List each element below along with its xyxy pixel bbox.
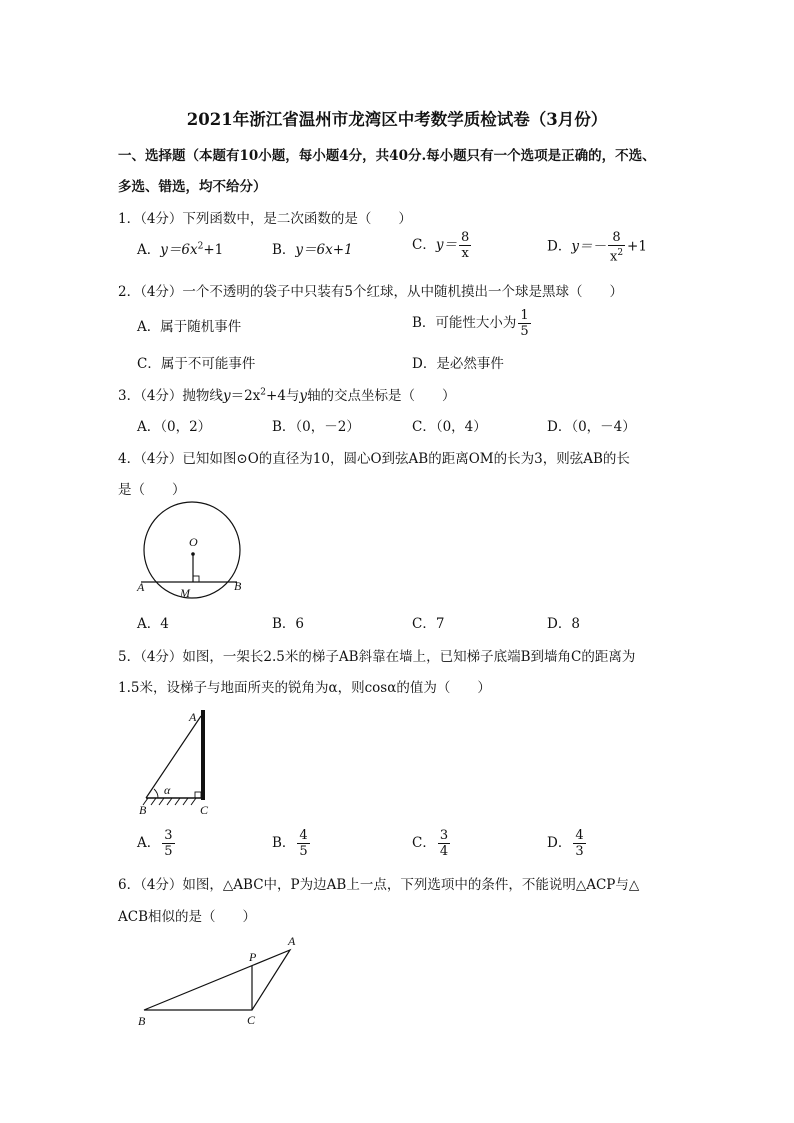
q5-option-b: B． $\frac{4}{5}$ [272, 828, 308, 859]
label-b: B [139, 803, 147, 817]
q1-option-b: B．y＝6x+1 [272, 242, 353, 258]
triangle-abc [144, 950, 290, 1010]
section-heading-line1: 一、选择题（本题有10小题，每小题4分，共40分.每小题只有一个选项是正确的，不选、 [118, 148, 656, 164]
q4-circle-figure [130, 500, 260, 604]
label-c: C [247, 1013, 256, 1027]
q1-stem: 1．（4分）下列函数中，是二次函数的是（ ） [118, 211, 412, 227]
label-o: O [189, 535, 198, 549]
q3-stem: 3．（4分）抛物线$y=2x^2+4$与y轴的交点坐标是（ ） [118, 387, 456, 404]
q3-option-c: C．（0，4） [412, 419, 487, 435]
q5-ladder-figure [134, 704, 224, 818]
q2-option-d: D．是必然事件 [412, 356, 504, 372]
ground-hatching [143, 798, 196, 805]
q4-option-d: D．8 [547, 616, 580, 632]
q1-option-c: C．y＝ $\frac{8}{x}$ [412, 230, 470, 261]
q2-option-a: A．属于随机事件 [137, 319, 242, 335]
page-title: 2021年浙江省温州市龙湾区中考数学质检试卷（3月份） [186, 110, 608, 129]
q5-option-d: D． $\frac{4}{3}$ [547, 828, 584, 859]
label-a: A [189, 710, 197, 724]
q2-option-b: B．可能性大小为 $\frac{1}{5}$ [412, 308, 529, 339]
q3-option-b: B．（0，－2） [272, 419, 360, 435]
q3-option-d: D．（0，－4） [547, 419, 636, 435]
q6-stem-line2: ACB相似的是（ ） [118, 909, 256, 925]
section-heading-line2: 多选、错选，均不给分） [118, 179, 267, 195]
q1-option-a: A．$y=6x^2+1$ [137, 241, 224, 258]
q4-stem-line1: 4．（4分）已知如图⊙O的直径为10，圆心O到弦AB的距离OM的长为3，则弦AB的长 [118, 451, 630, 467]
q5-option-c: C． $\frac{3}{4}$ [412, 828, 449, 859]
circle-o [144, 502, 240, 598]
q5-stem-line2: 1.5米，设梯子与地面所夹的锐角为α，则cosα的值为（ ） [118, 680, 491, 696]
right-angle-mark [193, 576, 199, 582]
label-b: B [234, 579, 242, 593]
q6-triangle-figure [132, 930, 307, 1030]
q3-option-a: A．（0，2） [137, 419, 212, 435]
label-p: P [249, 950, 257, 964]
q1-option-d: D．y＝－ $\frac{8}{x^2}$ +1 [547, 230, 647, 265]
center-point [191, 552, 195, 556]
label-b: B [138, 1014, 146, 1028]
label-m: M [180, 586, 190, 600]
label-c: C [200, 803, 209, 817]
wall [201, 710, 205, 800]
ladder-ab [146, 716, 201, 798]
label-a: A [137, 580, 145, 594]
label-alpha: α [164, 783, 171, 797]
angle-arc [154, 789, 158, 798]
q6-stem-line1: 6．（4分）如图，△ABC中，P为边AB上一点，下列选项中的条件，不能说明△ACP与△ [118, 877, 640, 893]
q5-stem-line1: 5．（4分）如图，一架长2.5米的梯子AB斜靠在墙上，已知梯子底端B到墙角C的距离为 [118, 649, 636, 665]
q4-option-a: A．4 [137, 616, 169, 632]
label-a: A [288, 934, 296, 948]
q4-option-c: C．7 [412, 616, 445, 632]
q4-stem-line2: 是（ ） [118, 482, 186, 498]
q4-option-b: B．6 [272, 616, 305, 632]
q2-stem: 2．（4分）一个不透明的袋子中只装有5个红球，从中随机摸出一个球是黑球（ ） [118, 284, 624, 300]
q2-option-c: C．属于不可能事件 [137, 356, 256, 372]
right-angle-mark [195, 792, 201, 798]
q5-option-a: A． $\frac{3}{5}$ [137, 828, 173, 859]
